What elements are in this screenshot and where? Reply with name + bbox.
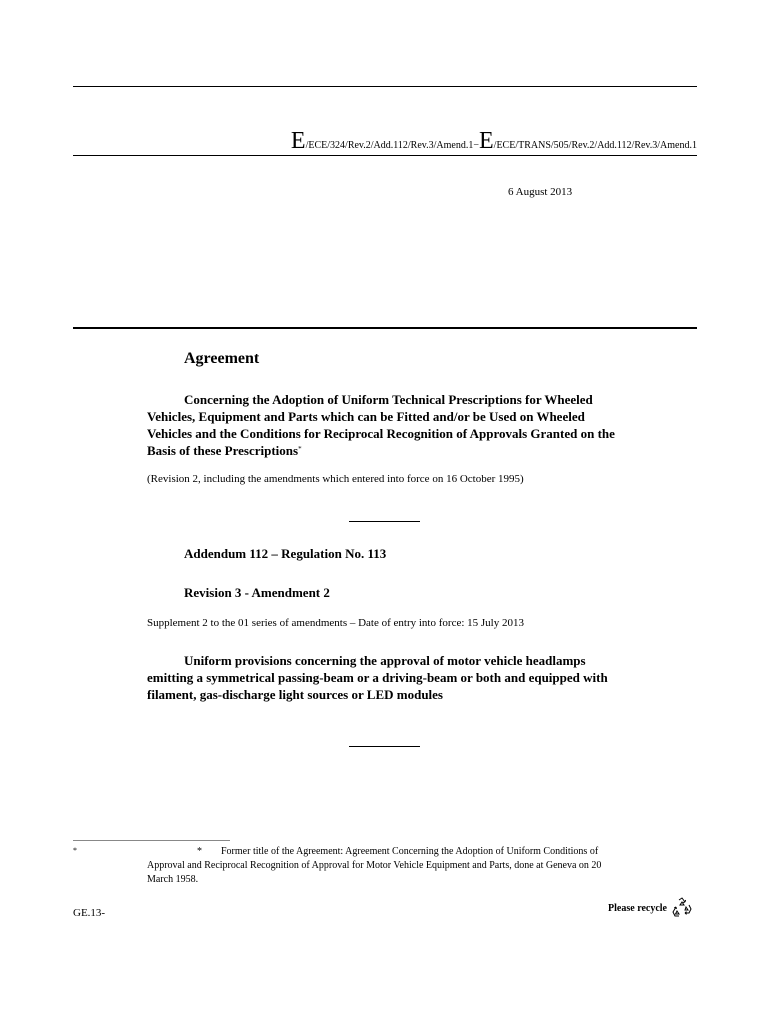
agreement-title-text: Concerning the Adoption of Uniform Technical Prescriptions for Wheeled Vehicles, Equipment and Parts which can be Fitted and/or be Used on Wheeled Vehicles and the Conditions for Reciprocal Recognition of Approvals Granted on the Basis of these Prescriptions bbox=[147, 392, 615, 458]
thick-rule bbox=[73, 327, 697, 329]
recycle-label: Please recycle bbox=[608, 902, 667, 914]
symbol-2-rest: /ECE/TRANS/505/Rev.2/Add.112/Rev.3/Amend.1 bbox=[493, 140, 697, 151]
short-divider-1 bbox=[349, 521, 420, 522]
short-divider-2 bbox=[349, 746, 420, 747]
symbol-rule bbox=[73, 155, 697, 156]
symbol-2-letter: E bbox=[479, 128, 494, 154]
symbol-1-letter: E bbox=[290, 128, 306, 154]
document-date: 6 August 2013 bbox=[508, 186, 573, 198]
job-number: GE.13- bbox=[73, 907, 106, 919]
revision-note: (Revision 2, including the amendments which entered into force on 16 October 1995) bbox=[147, 473, 524, 485]
footnote-marker: * bbox=[73, 846, 77, 855]
agreement-heading: Agreement bbox=[184, 350, 260, 367]
agreement-title bbox=[147, 391, 627, 459]
addendum-title: Addendum 112 – Regulation No. 113 bbox=[184, 546, 387, 561]
revision-title: Revision 3 - Amendment 2 bbox=[184, 585, 330, 600]
footnote-star: * bbox=[197, 846, 202, 857]
symbol-1-rest: /ECE/324/Rev.2/Add.112/Rev.3/Amend.1 bbox=[305, 140, 474, 151]
recycle-badge bbox=[608, 896, 694, 920]
top-rule bbox=[73, 86, 697, 87]
symbol-separator: − bbox=[473, 140, 479, 151]
footnote-reference[interactable]: * bbox=[298, 445, 302, 453]
footnote-text: Former title of the Agreement: Agreement Concerning the Adoption of Uniform Conditions of Approval and Reciprocal Recognition of Approval for Motor Vehicle Equipment and Parts, done at Geneva on 20 March 1958. bbox=[147, 846, 602, 885]
supplement-note: Supplement 2 to the 01 series of amendments – Date of entry into force: 15 July 2013 bbox=[147, 617, 524, 629]
footnote bbox=[147, 845, 627, 887]
uniform-provisions-title: Uniform provisions concerning the approval of motor vehicle headlamps emitting a symmetrical passing-beam or a driving-beam or both and equipped with filament, gas-discharge light sources or LED modules bbox=[147, 653, 608, 702]
footnote-separator bbox=[73, 840, 230, 841]
recycle-icon bbox=[670, 896, 694, 920]
